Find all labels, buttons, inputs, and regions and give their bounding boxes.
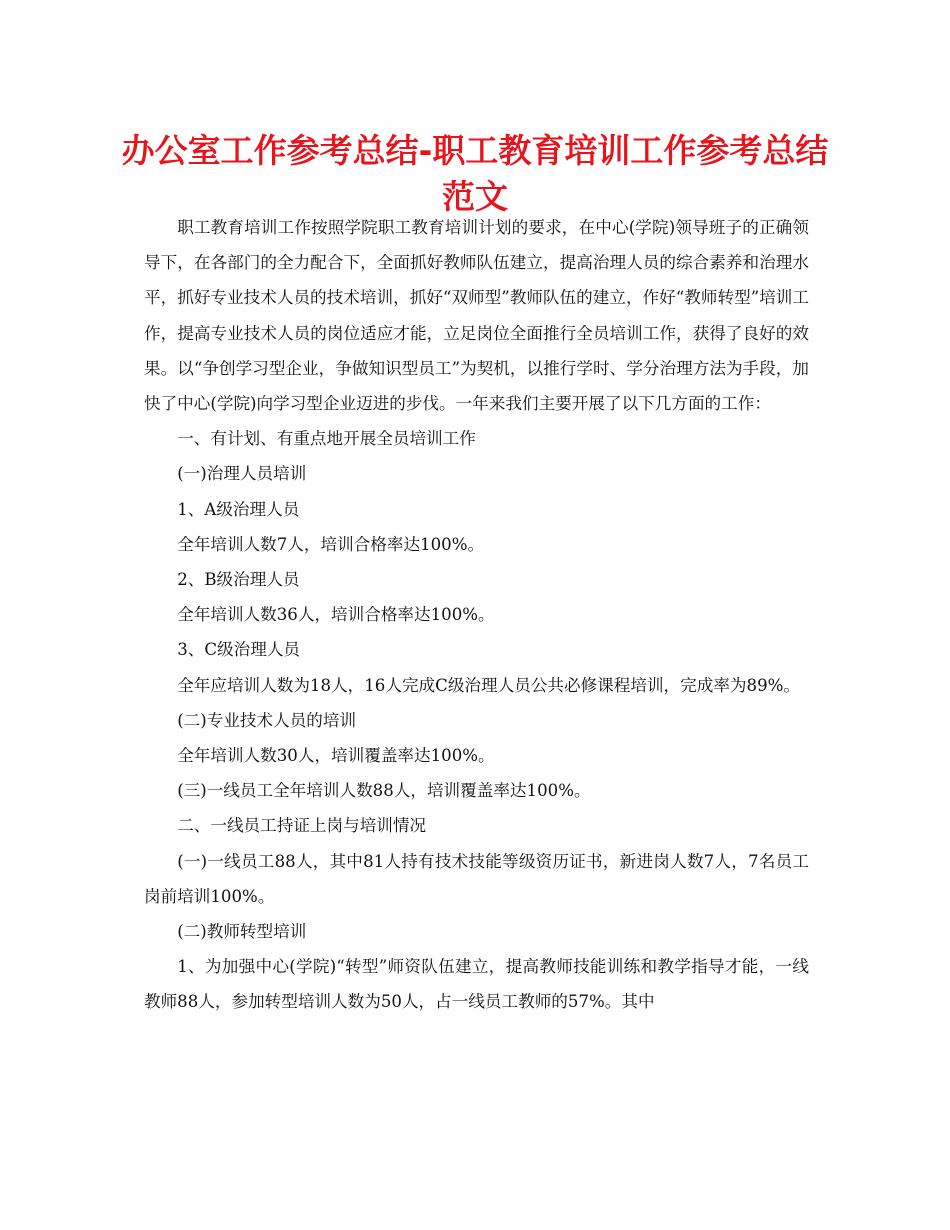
paragraph: 1、为加强中心(学院)“转型”师资队伍建立，提高教师技能训练和教学指导才能，一线教师88人，参加转型培训人数为50人，占一线员工教师的57%。其中 [144, 957, 809, 1012]
subsection-heading: (二)教师转型培训 [177, 922, 307, 942]
item-heading: 2、B级治理人员 [177, 570, 300, 590]
paragraph: 全年培训人数30人，培训覆盖率达100%。 [177, 746, 495, 766]
paragraph: (三)一线员工全年培训人数88人，培训覆盖率达100%。 [177, 781, 591, 801]
paragraph-intro: 职工教育培训工作按照学院职工教育培训计划的要求，在中心(学院)领导班子的正确领导下，在各部门的全力配合下，全面抓好教师队伍建立，提高治理人员的综合素养和治理水平，抓好专业技术人员的技术培训，抓好“双师型”教师队伍的建立，作好“教师转型”培训工作，提高专业技术人员的岗位适应才能，立足岗位全面推行全员培训工作，获得了良好的效果。以“争创学习型企业，争做知识型员工”为契机，以推行学时、学分治理方法为手段，加快了中心(学院)向学习型企业迈进的步伐。一年来我们主要开展了以下几方面的工作： [144, 218, 809, 414]
subsection-heading: (一)治理人员培训 [177, 464, 307, 484]
paragraph: (一)一线员工88人，其中81人持有技术技能等级资历证书，新进岗人数7人，7名员工岗前培训100%。 [144, 851, 809, 906]
section-heading-1: 一、有计划、有重点地开展全员培训工作 [177, 429, 476, 449]
paragraph: 全年培训人数7人，培训合格率达100%。 [177, 534, 485, 554]
item-heading: 3、C级治理人员 [177, 640, 301, 660]
paragraph: 全年应培训人数为18人，16人完成C级治理人员公共必修课程培训，完成率为89%。 [177, 675, 800, 695]
section-heading-2: 二、一线员工持证上岗与培训情况 [177, 816, 427, 836]
subsection-heading: (二)专业技术人员的培训 [177, 710, 357, 730]
item-heading: 1、A级治理人员 [177, 499, 300, 519]
paragraph: 全年培训人数36人，培训合格率达100%。 [177, 605, 495, 625]
document-body [144, 210, 809, 1020]
document-title: 办公室工作参考总结-职工教育培训工作参考总结范文 [121, 131, 829, 216]
